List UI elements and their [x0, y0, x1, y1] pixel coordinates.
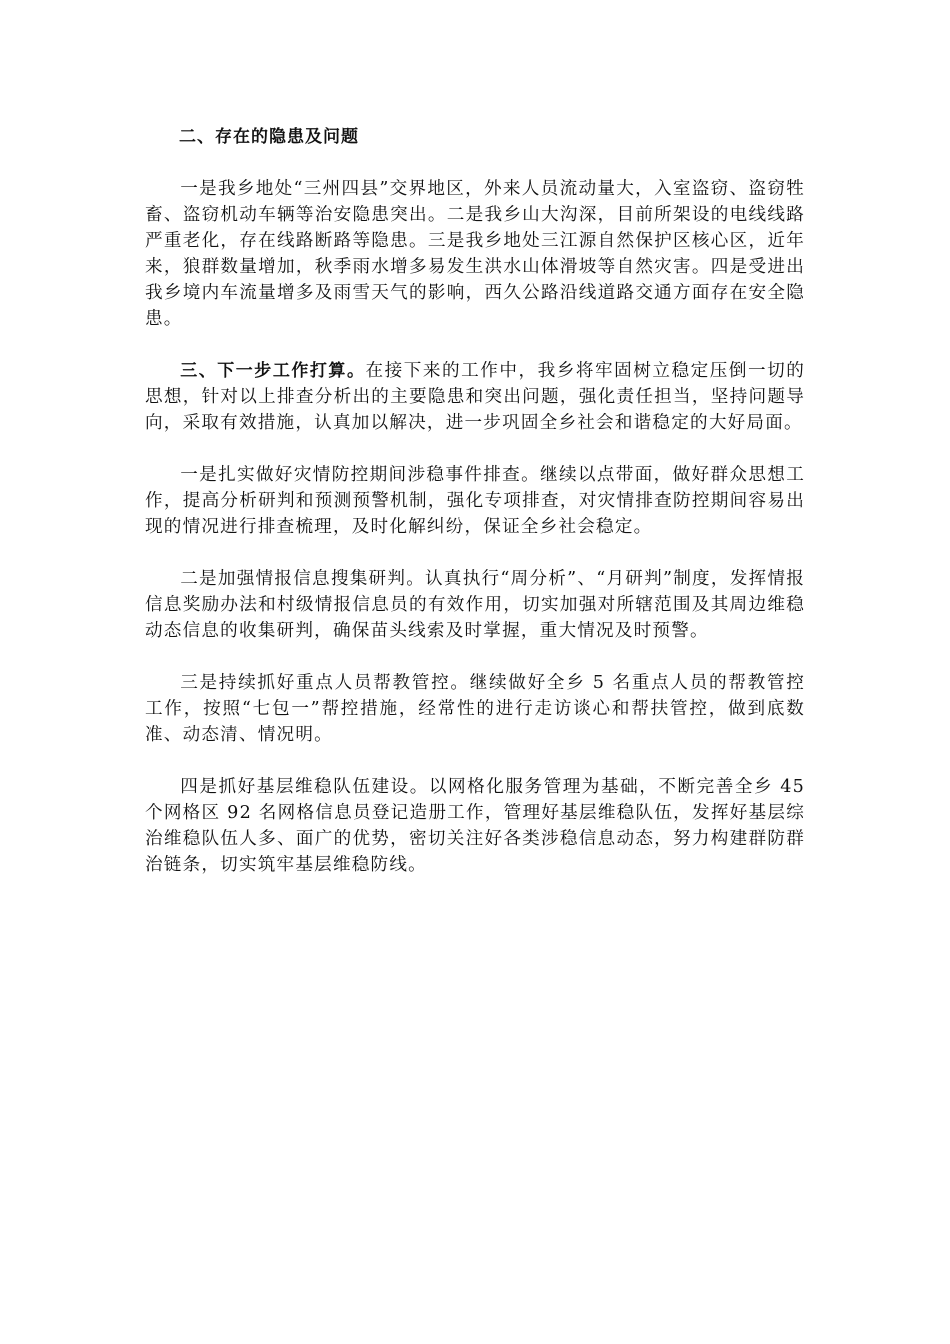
document-body — [145, 124, 805, 904]
section-heading-hazards: 二、存在的隐患及问题 — [179, 127, 359, 147]
paragraph-next-steps-intro — [145, 358, 805, 436]
next-steps-intro-text: 在接下来的工作中，我乡将牢固树立稳定压倒一切的思想，针对以上排查分析出的主要隐患和突出问题，强化责任担当，坚持问题导向，采取有效措施，认真加以解决，进一步巩固全乡社会和谐稳定的大好局面。 — [145, 361, 805, 433]
paragraph-item-3: 三是持续抓好重点人员帮教管控。继续做好全乡 5 名重点人员的帮教管控工作，按照“七包一”帮控措施，经常性的进行走访谈心和帮扶管控，做到底数准、动态清、情况明。 — [145, 673, 805, 745]
section-heading-next-steps: 三、下一步工作打算。 — [180, 361, 366, 381]
paragraph-item-1: 一是扎实做好灾情防控期间涉稳事件排查。继续以点带面，做好群众思想工作，提高分析研判和预测预警机制，强化专项排查，对灾情排查防控期间容易出现的情况进行排查梳理，及时化解纠纷，保证全乡社会稳定。 — [145, 465, 805, 537]
paragraph-item-2: 二是加强情报信息搜集研判。认真执行“周分析”、“月研判”制度，发挥情报信息奖励办法和村级情报信息员的有效作用，切实加强对所辖范围及其周边维稳动态信息的收集研判，确保苗头线索及时掌握，重大情况及时预警。 — [145, 569, 805, 641]
paragraph-item-4: 四是抓好基层维稳队伍建设。以网格化服务管理为基础，不断完善全乡 45 个网格区 92 名网格信息员登记造册工作，管理好基层维稳队伍，发挥好基层综治维稳队伍人多、面广的优势，密切关注好各类涉稳信息动态，努力构建群防群治链条，切实筑牢基层维稳防线。 — [145, 777, 805, 875]
paragraph-hazards: 一是我乡地处“三州四县”交界地区，外来人员流动量大，入室盗窃、盗窃牲畜、盗窃机动车辆等治安隐患突出。二是我乡山大沟深，目前所架设的电线线路严重老化，存在线路断路等隐患。三是我乡地处三江源自然保护区核心区，近年来，狼群数量增加，秋季雨水增多易发生洪水山体滑坡等自然灾害。四是受进出我乡境内车流量增多及雨雪天气的影响，西久公路沿线道路交通方面存在安全隐患。 — [145, 179, 805, 329]
